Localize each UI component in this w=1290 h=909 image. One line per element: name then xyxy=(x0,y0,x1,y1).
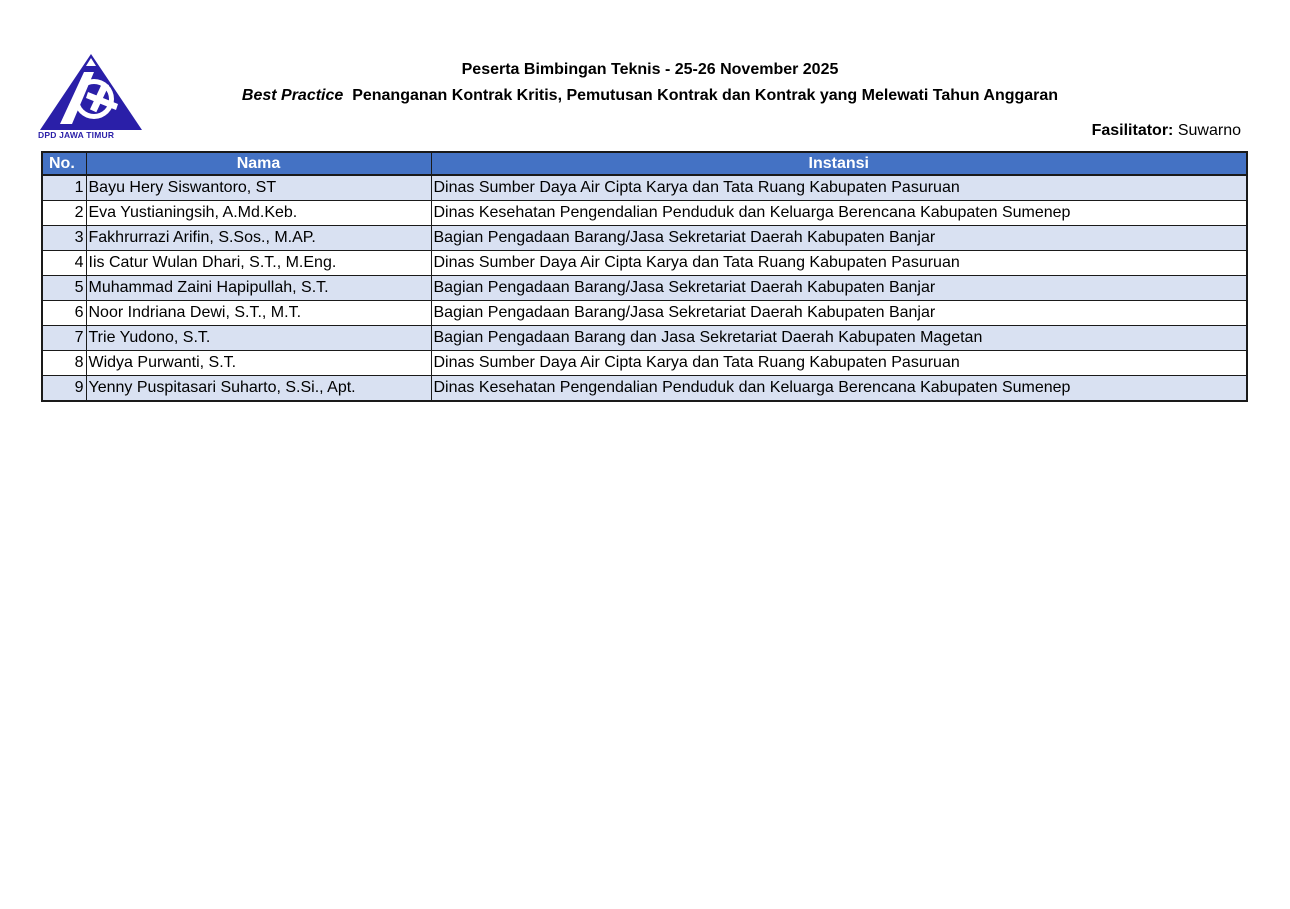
participant-name: Muhammad Zaini Hapipullah, S.T. xyxy=(86,276,431,301)
participant-name: Eva Yustianingsih, A.Md.Keb. xyxy=(86,201,431,226)
row-number: 3 xyxy=(42,226,86,251)
table-row xyxy=(42,376,1247,402)
table-row xyxy=(42,301,1247,326)
table-header-row xyxy=(42,152,1247,175)
participant-institution: Dinas Sumber Daya Air Cipta Karya dan Tata Ruang Kabupaten Pasuruan xyxy=(431,251,1247,276)
table-row xyxy=(42,175,1247,201)
participant-institution: Bagian Pengadaan Barang/Jasa Sekretariat Daerah Kabupaten Banjar xyxy=(431,276,1247,301)
table-row xyxy=(42,201,1247,226)
organization-logo xyxy=(38,52,144,142)
subtitle-main-part: Penanganan Kontrak Kritis, Pemutusan Kontrak dan Kontrak yang Melewati Tahun Anggaran xyxy=(352,87,1059,104)
participant-name: Bayu Hery Siswantoro, ST xyxy=(86,175,431,201)
participant-institution: Dinas Kesehatan Pengendalian Penduduk dan Keluarga Berencana Kabupaten Sumenep xyxy=(431,201,1247,226)
column-header-instansi: Instansi xyxy=(431,152,1247,175)
facilitator-name: Suwarno xyxy=(1177,122,1241,139)
participant-name: Yenny Puspitasari Suharto, S.Si., Apt. xyxy=(86,376,431,402)
row-number: 9 xyxy=(42,376,86,402)
participant-name: Iis Catur Wulan Dhari, S.T., M.Eng. xyxy=(86,251,431,276)
participant-name: Trie Yudono, S.T. xyxy=(86,326,431,351)
participant-institution: Bagian Pengadaan Barang dan Jasa Sekretariat Daerah Kabupaten Magetan xyxy=(431,326,1247,351)
participant-institution: Bagian Pengadaan Barang/Jasa Sekretariat Daerah Kabupaten Banjar xyxy=(431,226,1247,251)
logo-emblem-icon xyxy=(38,52,144,132)
row-number: 8 xyxy=(42,351,86,376)
participant-institution: Dinas Sumber Daya Air Cipta Karya dan Tata Ruang Kabupaten Pasuruan xyxy=(431,175,1247,201)
table-row xyxy=(42,276,1247,301)
page-title: Peserta Bimbingan Teknis - 25-26 November 2025 xyxy=(461,61,839,78)
subtitle-italic-part: Best Practice xyxy=(241,87,344,104)
participant-institution: Dinas Kesehatan Pengendalian Penduduk dan Keluarga Berencana Kabupaten Sumenep xyxy=(431,376,1247,402)
table-row xyxy=(42,326,1247,351)
participant-name: Widya Purwanti, S.T. xyxy=(86,351,431,376)
page-subtitle xyxy=(150,86,1150,106)
row-number: 4 xyxy=(42,251,86,276)
table-row xyxy=(42,226,1247,251)
table-row xyxy=(42,251,1247,276)
facilitator-label: Fasilitator: xyxy=(1091,122,1174,139)
participant-name: Noor Indriana Dewi, S.T., M.T. xyxy=(86,301,431,326)
row-number: 2 xyxy=(42,201,86,226)
participant-institution: Dinas Sumber Daya Air Cipta Karya dan Tata Ruang Kabupaten Pasuruan xyxy=(431,351,1247,376)
table-row xyxy=(42,351,1247,376)
logo-caption: DPD JAWA TIMUR xyxy=(38,130,115,140)
participant-institution: Bagian Pengadaan Barang/Jasa Sekretariat Daerah Kabupaten Banjar xyxy=(431,301,1247,326)
participants-table xyxy=(41,151,1248,402)
participant-name: Fakhrurrazi Arifin, S.Sos., M.AP. xyxy=(86,226,431,251)
row-number: 5 xyxy=(42,276,86,301)
column-header-nama: Nama xyxy=(86,152,431,175)
facilitator-line xyxy=(1092,121,1241,141)
row-number: 1 xyxy=(42,175,86,201)
row-number: 6 xyxy=(42,301,86,326)
column-header-no: No. xyxy=(42,152,86,175)
row-number: 7 xyxy=(42,326,86,351)
